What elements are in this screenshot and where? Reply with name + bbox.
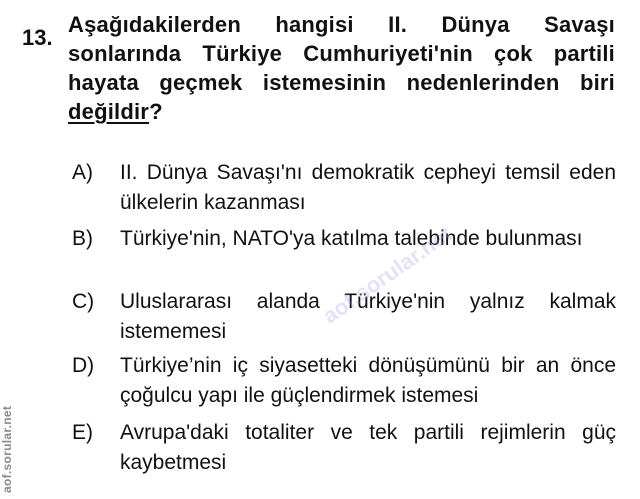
option-text: Türkiye'nin, NATO'ya katılma talebinde bulunması bbox=[120, 227, 583, 250]
option-text: Uluslararası alanda Türkiye'nin yalnız kalmak istememesi bbox=[120, 290, 616, 343]
option-letter: B) bbox=[72, 227, 93, 250]
option-letter: E) bbox=[72, 421, 93, 444]
stem-text: Aşağıdakilerden hangisi II. Dünya Savaşı sonlarında Türkiye Cumhuriyeti'nin çok partili hayata geçmek istemesinin nedenlerinden biri bbox=[68, 12, 615, 95]
question-mark: ? bbox=[149, 99, 163, 124]
diagonal-watermark: aof.sorular.net bbox=[318, 221, 457, 329]
option-text: Avrupa'daki totaliter ve tek partili rejimlerin güç kaybetmesi bbox=[120, 421, 616, 474]
option-letter: C) bbox=[72, 290, 95, 313]
side-watermark: aof.sorular.net bbox=[0, 405, 14, 493]
question-stem bbox=[68, 10, 615, 126]
option-text: Türkiye’nin iç siyasetteki dönüşümünü bir an önce çoğulcu yapı ile güçlendirmek istemesi bbox=[120, 354, 616, 407]
option-letter: A) bbox=[72, 161, 93, 184]
question-number: 13. bbox=[22, 25, 53, 50]
option-text: II. Dünya Savaşı'nı demokratik cepheyi temsil eden ülkelerin kazanması bbox=[120, 161, 616, 214]
negation-word: değildir bbox=[68, 99, 150, 124]
option-letter: D) bbox=[72, 354, 95, 377]
